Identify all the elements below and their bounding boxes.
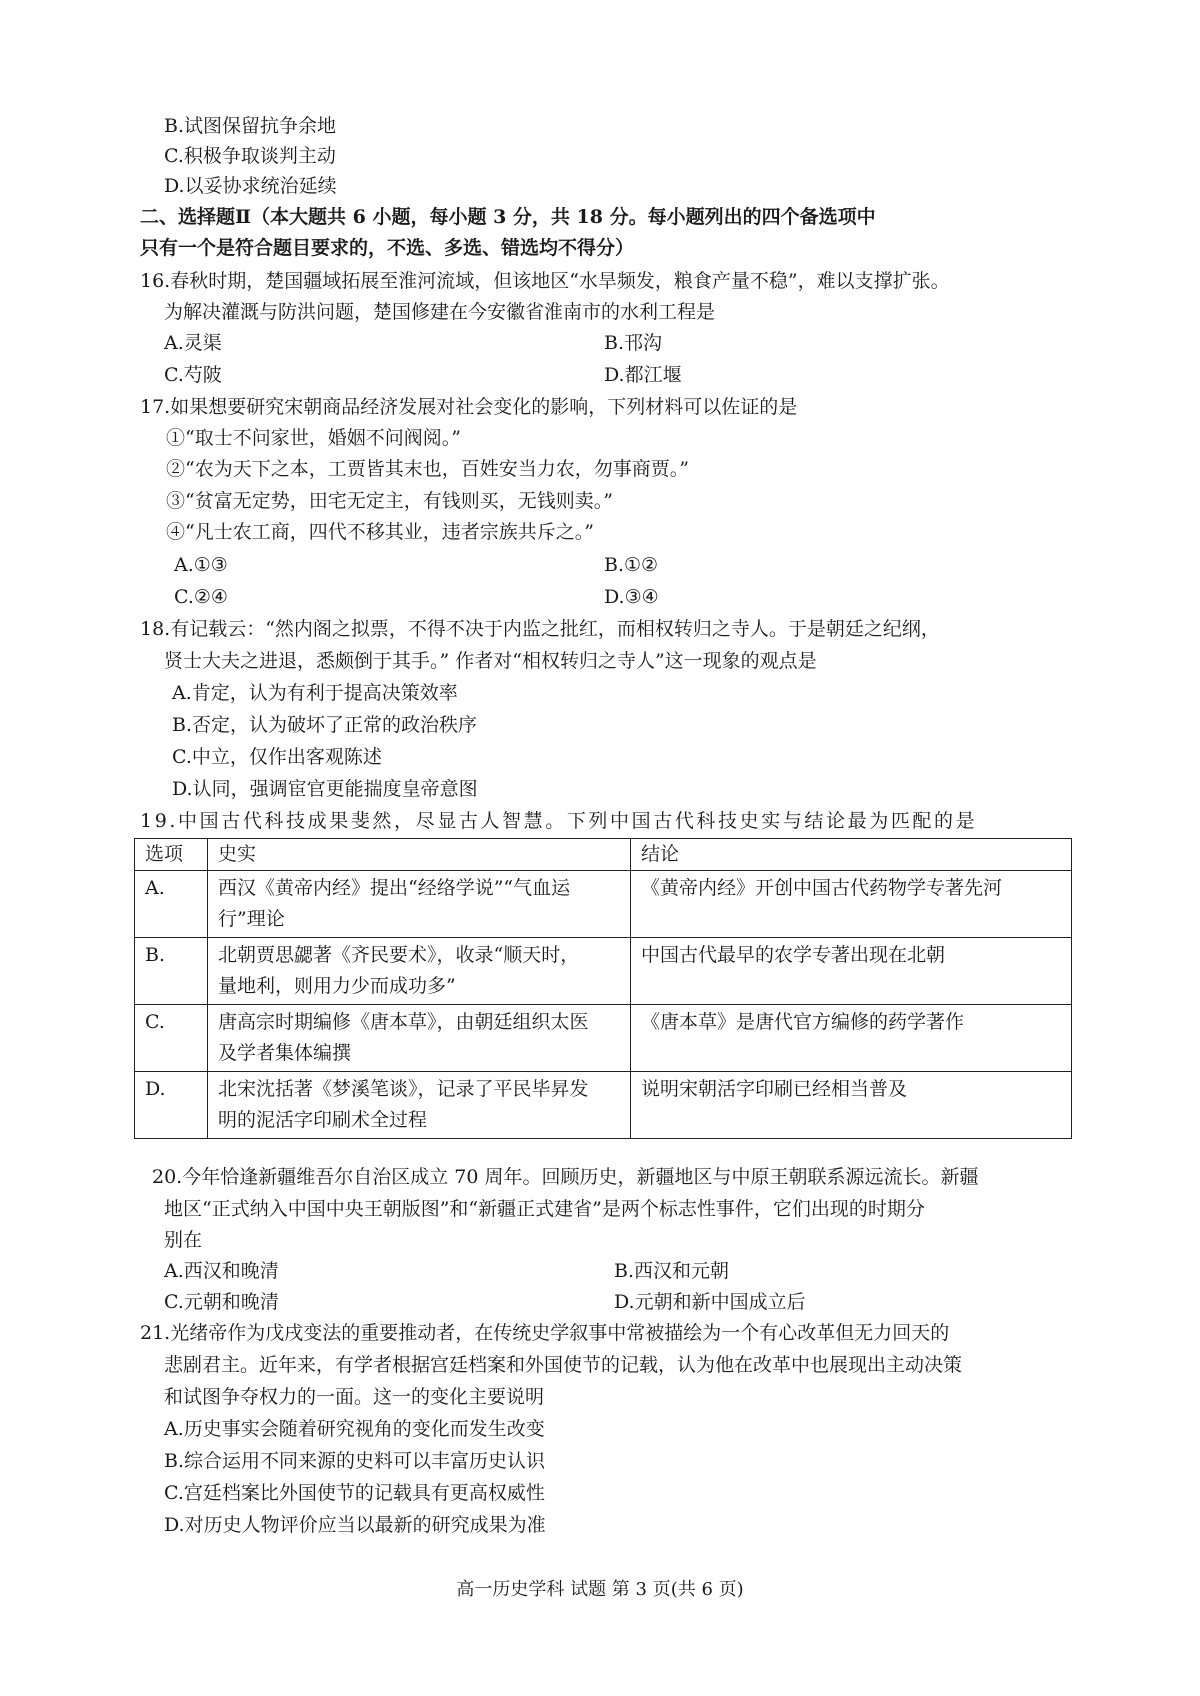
q18-option-a: A.肯定，认为有利于提高决策效率 (172, 682, 458, 704)
prev-option-d: D.以妥协求统治延续 (164, 175, 337, 197)
table-header-conclusion: 结论 (631, 839, 1072, 871)
q18-option-b: B.否定，认为破坏了正常的政治秩序 (172, 714, 478, 736)
table-cell-option: C. (135, 1005, 208, 1072)
table-cell-option: D. (135, 1072, 208, 1139)
table-header-row (135, 839, 1072, 871)
q16-option-b: B.邗沟 (604, 332, 663, 354)
table-row (135, 1005, 1072, 1072)
q21-stem-line-2: 悲剧君主。近年来，有学者根据宫廷档案和外国使节的记载，认为他在改革中也展现出主动决策 (164, 1354, 963, 1376)
q18-option-c: C.中立，仅作出客观陈述 (172, 746, 382, 768)
q21-option-d: D.对历史人物评价应当以最新的研究成果为准 (164, 1514, 546, 1536)
section-header-line-1: 二、选择题Ⅱ（本大题共 6 小题，每小题 3 分，共 18 分。每小题列出的四个备选项中 (140, 206, 876, 228)
q17-option-c: C.②④ (174, 586, 228, 608)
table-cell-option: A. (135, 871, 208, 938)
table-header-fact: 史实 (208, 839, 631, 871)
q19-table (134, 838, 1072, 1139)
table-header-option: 选项 (135, 839, 208, 871)
q20-stem-line-3: 别在 (164, 1229, 203, 1251)
q19-stem: 19.中国古代科技成果斐然，尽显古人智慧。下列中国古代科技史实与结论最为匹配的是 (140, 810, 978, 832)
q17-option-d: D.③④ (604, 586, 659, 608)
q18-option-d: D.认同，强调宦官更能揣度皇帝意图 (172, 778, 478, 800)
q21-option-a: A.历史事实会随着研究视角的变化而发生改变 (164, 1418, 545, 1440)
q17-material-1: ①“取士不问家世，婚姻不问阀阅。” (166, 427, 461, 449)
table-cell-conclusion: 说明宋朝活字印刷已经相当普及 (631, 1072, 1072, 1139)
q21-option-c: C.宫廷档案比外国使节的记载具有更高权威性 (164, 1482, 545, 1504)
q21-option-b: B.综合运用不同来源的史料可以丰富历史认识 (164, 1450, 546, 1472)
q17-option-b: B.①② (604, 554, 659, 576)
fact-line: 北宋沈括著《梦溪笔谈》，记录了平民毕昇发 (218, 1078, 589, 1100)
table-cell-fact (208, 938, 631, 1005)
table-cell-fact (208, 1005, 631, 1072)
fact-line: 北朝贾思勰著《齐民要术》，收录“顺天时， (218, 944, 580, 966)
section-header-line-2: 只有一个是符合题目要求的，不选、多选、错选均不得分） (140, 237, 635, 259)
table-cell-conclusion: 中国古代最早的农学专著出现在北朝 (631, 938, 1072, 1005)
q17-material-2: ②“农为天下之本，工贾皆其末也，百姓安当力农，勿事商贾。” (166, 458, 689, 480)
q20-option-c: C.元朝和晚清 (164, 1291, 279, 1313)
table-cell-conclusion: 《唐本草》是唐代官方编修的药学著作 (631, 1005, 1072, 1072)
table-cell-fact (208, 1072, 631, 1139)
q17-material-3: ③“贫富无定势，田宅无定主，有钱则买，无钱则卖。” (166, 490, 613, 512)
prev-option-c: C.积极争取谈判主动 (164, 145, 336, 167)
q20-option-a: A.西汉和晚清 (164, 1260, 279, 1282)
q21-stem-line-3: 和试图争夺权力的一面。这一的变化主要说明 (164, 1386, 545, 1408)
q17-material-4: ④“凡士农工商，四代不移其业，违者宗族共斥之。” (166, 521, 594, 543)
table-row (135, 1072, 1072, 1139)
table-row (135, 871, 1072, 938)
fact-line: 明的泥活字印刷术全过程 (218, 1109, 428, 1131)
fact-line: 行”理论 (218, 908, 285, 930)
q20-stem-line-1: 20.今年恰逢新疆维吾尔自治区成立 70 周年。回顾历史，新疆地区与中原王朝联系源远流长。新疆 (152, 1166, 979, 1188)
q17-option-a: A.①③ (174, 554, 228, 576)
q20-option-d: D.元朝和新中国成立后 (614, 1291, 806, 1313)
fact-line: 及学者集体编撰 (218, 1042, 352, 1064)
q16-option-a: A.灵渠 (164, 332, 222, 354)
q16-option-c: C.芍陂 (164, 364, 222, 386)
q18-stem-line-2: 贤士大夫之进退，悉颇倒于其手。” 作者对“相权转归之寺人”这一现象的观点是 (164, 650, 817, 672)
q16-option-d: D.都江堰 (604, 364, 682, 386)
q17-stem: 17.如果想要研究宋朝商品经济发展对社会变化的影响，下列材料可以佐证的是 (140, 396, 798, 418)
fact-line: 唐高宗时期编修《唐本草》，由朝廷组织太医 (218, 1011, 589, 1033)
table-row (135, 938, 1072, 1005)
table-cell-option: B. (135, 938, 208, 1005)
q20-stem-line-2: 地区“正式纳入中国中央王朝版图”和“新疆正式建省”是两个标志性事件，它们出现的时期分 (164, 1198, 925, 1220)
table-cell-fact (208, 871, 631, 938)
fact-line: 西汉《黄帝内经》提出“经络学说”“气血运 (218, 877, 571, 899)
q20-option-b: B.西汉和元朝 (614, 1260, 730, 1282)
table-cell-conclusion: 《黄帝内经》开创中国古代药物学专著先河 (631, 871, 1072, 938)
q21-stem-line-1: 21.光绪帝作为戊戌变法的重要推动者，在传统史学叙事中常被描绘为一个有心改革但无力回天的 (140, 1322, 950, 1344)
page-footer: 高一历史学科 试题 第 3 页(共 6 页) (456, 1579, 744, 1600)
q16-stem-line-1: 16.春秋时期，楚国疆域拓展至淮河流域，但该地区“水旱频发，粮食产量不稳”，难以支撑扩张。 (140, 270, 950, 292)
q18-stem-line-1: 18.有记载云：“然内阁之拟票，不得不决于内监之批红，而相权转归之寺人。于是朝廷之纪纲， (140, 618, 940, 640)
prev-option-b: B.试图保留抗争余地 (164, 115, 337, 137)
fact-line: 量地利，则用力少而成功多” (218, 975, 456, 997)
q16-stem-line-2: 为解决灌溉与防洪问题，楚国修建在今安徽省淮南市的水利工程是 (164, 301, 716, 323)
